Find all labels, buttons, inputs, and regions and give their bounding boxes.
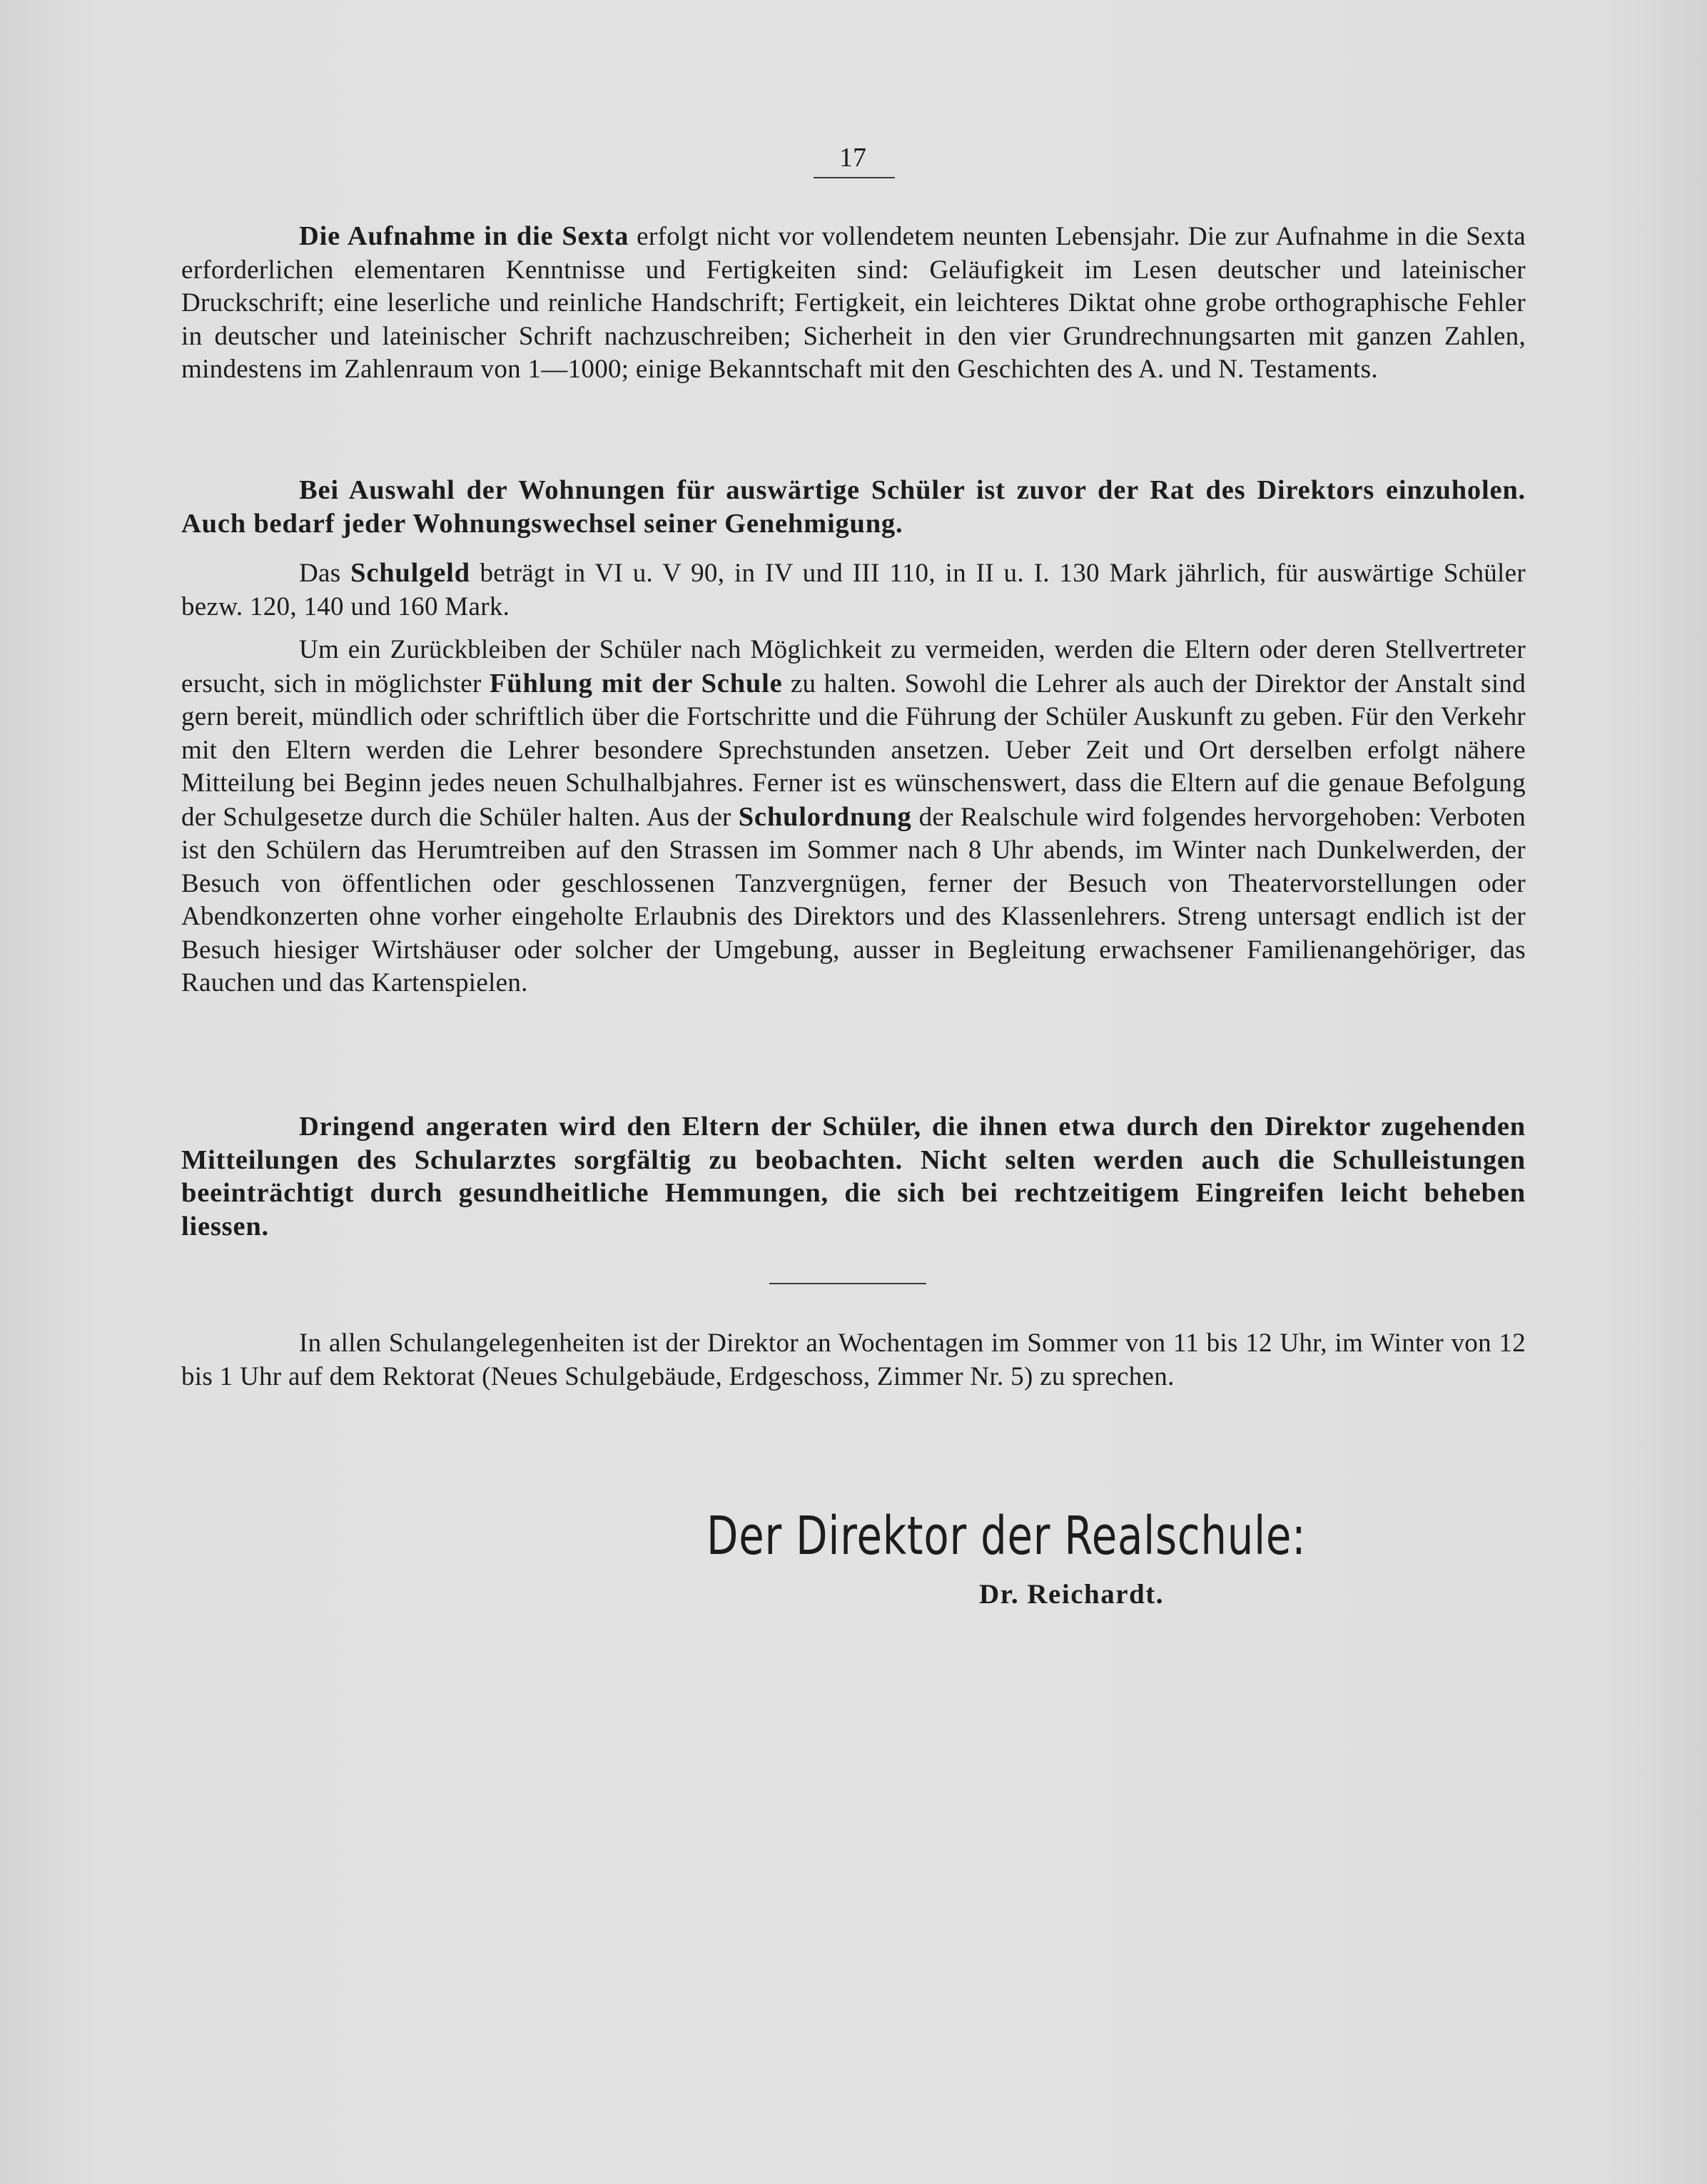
fees-paragraph	[181, 557, 1526, 624]
contact-text-1: Um ein Zurückbleiben der Schüler nach Möglichkeit zu vermeiden, werden die Eltern oder deren Stellvertreter ersucht, sich in möglichster	[181, 635, 1526, 699]
signature-title: Der Direktor der Realschule:	[706, 1505, 1307, 1567]
fees-text-pre: Das	[299, 559, 351, 588]
office-hours-paragraph: In allen Schulangelegenheiten ist der Direktor an Wochentagen im Sommer von 11 bis 12 Uhr, im Winter von 12 bis 1 Uhr auf dem Rektorat (Neues Schulgebäude, Erdgeschoss, Zimmer Nr. 5) zu sprechen.	[181, 1329, 1526, 1391]
contact-bold-1: Fühlung mit der Schule	[489, 668, 783, 699]
housing-paragraph: Bei Auswahl der Wohnungen für auswärtige Schüler ist zuvor der Rat des Direktors einzuholen. Auch bedarf jeder Wohnungswechsel seiner Genehmigung.	[181, 475, 1526, 539]
fees-bold: Schulgeld	[350, 558, 470, 588]
page-number: 17	[839, 143, 866, 173]
fees-text-post: beträgt in VI u. V 90, in IV und III 110, in II u. I. 130 Mark jährlich, für auswärtige Schüler bezw. 120, 140 und 160 Mark.	[181, 559, 1526, 621]
admission-paragraph	[181, 220, 1526, 387]
admission-text: erfolgt nicht vor vollendetem neunten Lebensjahr. Die zur Aufnahme in die Sexta erforderlichen elementaren Kenntnisse und Fertigkeiten sind: Geläufigkeit im Lesen deutscher und lateinischer Druckschrift; eine leserliche und reinliche Handschrift; Fertigkeit, ein leichteres Diktat ohne grobe orthographische Fehler in deutscher und lateinischer Schrift nachzuschreiben; Sicherheit in den vier Grundrechnungsarten mit ganzen Zahlen, mindestens im Zahlenraum von 1—1000; einige Bekanntschaft mit den Geschichten des A. und N. Testaments.	[181, 222, 1526, 384]
contact-text-2: zu halten. Sowohl die Lehrer als auch der Direktor der Anstalt sind gern bereit, mündlich oder schriftlich über die Fortschritte und die Führung der Schüler Auskunft zu geben. Für den Verkehr mit den Eltern werden die Lehrer besondere Sprechstunden ansetzen. Ueber Zeit und Ort derselben erfolgt nähere Mitteilung bei Beginn jedes neuen Schulhalbjahres. Ferner ist es wünschenswert, dass die Eltern auf die genaue Befolgung der Schulgesetze durch die Schüler halten. Aus der	[181, 669, 1526, 832]
section-separator	[769, 1283, 926, 1284]
contact-paragraph	[181, 634, 1526, 1000]
admission-lead: Die Aufnahme in die Sexta	[299, 221, 629, 251]
contact-bold-2: Schulordnung	[738, 801, 912, 832]
signature-name: Dr. Reichardt.	[979, 1579, 1164, 1610]
page-number-rule	[814, 177, 895, 178]
contact-text-3: der Realschule wird folgendes hervorgehoben: Verboten ist den Schülern das Herumtreiben auf den Strassen im Sommer nach 8 Uhr abends, im Winter nach Dunkelwerden, der Besuch von öffentlichen oder geschlossenen Tanzvergnügen, ferner der Besuch von Theatervorstellungen oder Abendkonzerten ohne vorher eingeholte Erlaubnis des Direktors und des Klassenlehrers. Streng untersagt endlich ist der Besuch hiesiger Wirtshäuser oder solcher der Umgebung, ausser in Begleitung erwachsener Familienangehöriger, das Rauchen und das Kartenspielen.	[181, 802, 1526, 997]
health-paragraph: Dringend angeraten wird den Eltern der Schüler, die ihnen etwa durch den Direktor zugehenden Mitteilungen des Schularztes sorgfältig zu beobachten. Nicht selten werden auch die Schulleistungen beeinträchtigt durch gesundheitliche Hemmungen, die sich bei rechtzeitigem Eingreifen leicht beheben liessen.	[181, 1112, 1526, 1241]
